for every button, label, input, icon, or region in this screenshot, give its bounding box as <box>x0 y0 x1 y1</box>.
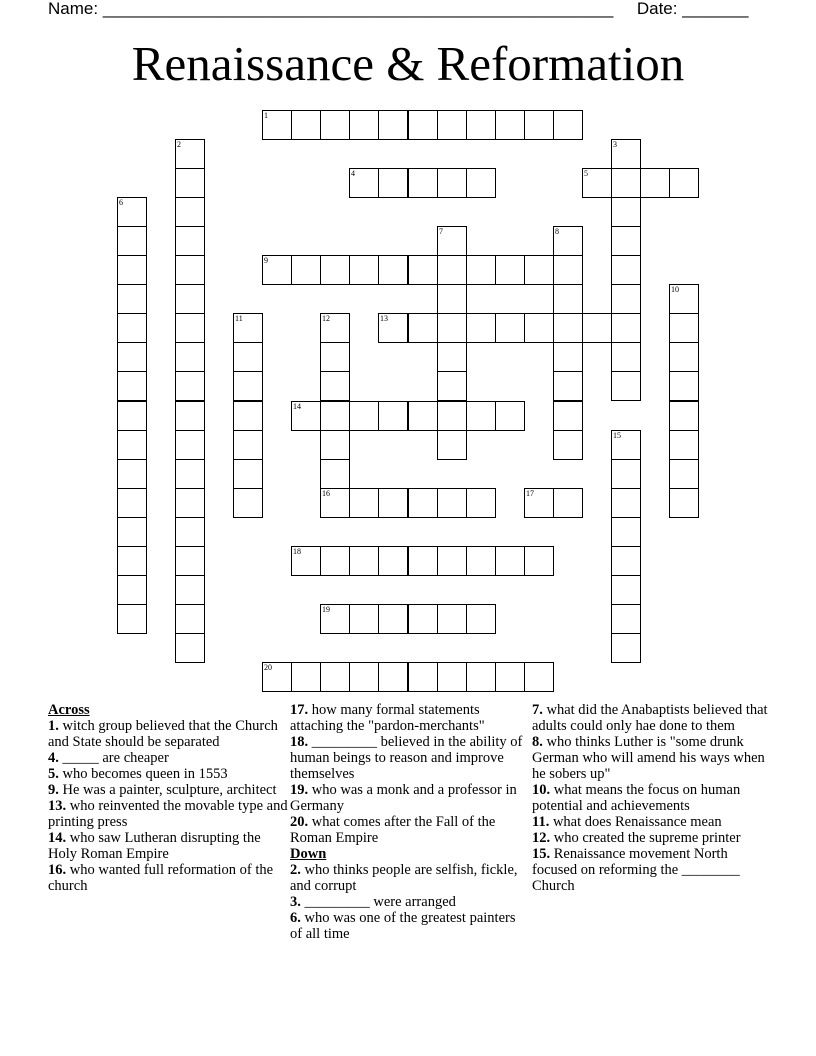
grid-cell[interactable] <box>175 313 205 343</box>
clue-down-3: 3. _________ were arranged <box>290 894 456 910</box>
grid-cell[interactable] <box>437 313 467 343</box>
grid-cell[interactable] <box>320 604 350 634</box>
grid-cell[interactable] <box>175 459 205 489</box>
clue-number: 8 <box>555 227 559 236</box>
grid-cell[interactable] <box>437 662 467 692</box>
grid-cell[interactable] <box>408 488 438 518</box>
grid-cell[interactable] <box>553 313 583 343</box>
grid-cell[interactable] <box>611 371 641 401</box>
grid-cell[interactable] <box>437 546 467 576</box>
grid-cell[interactable] <box>175 546 205 576</box>
grid-cell[interactable] <box>408 168 438 198</box>
grid-cell[interactable] <box>117 430 147 460</box>
grid-cell[interactable] <box>175 226 205 256</box>
grid-cell[interactable] <box>669 313 699 343</box>
clue-number: 18 <box>293 547 301 556</box>
grid-cell[interactable] <box>408 662 438 692</box>
grid-cell[interactable] <box>524 488 554 518</box>
clue-number: 1 <box>264 111 268 120</box>
grid-cell[interactable] <box>175 401 205 431</box>
grid-cell[interactable] <box>175 284 205 314</box>
grid-cell[interactable] <box>291 546 321 576</box>
grid-cell[interactable] <box>349 401 379 431</box>
clue-number: 13 <box>380 314 388 323</box>
clue-number: 9 <box>264 256 268 265</box>
grid-cell[interactable] <box>349 604 379 634</box>
clue-across-5: 5. who becomes queen in 1553 <box>48 766 228 782</box>
grid-cell[interactable] <box>437 604 467 634</box>
grid-cell[interactable] <box>349 168 379 198</box>
grid-cell[interactable] <box>669 401 699 431</box>
clue-column-1 <box>48 702 288 894</box>
grid-cell[interactable] <box>175 488 205 518</box>
grid-cell[interactable] <box>175 371 205 401</box>
grid-cell[interactable] <box>175 430 205 460</box>
grid-cell[interactable] <box>611 284 641 314</box>
grid-cell[interactable] <box>553 255 583 285</box>
clue-column-2 <box>290 702 530 942</box>
grid-cell[interactable] <box>553 342 583 372</box>
clue-down-6: 6. who was one of the greatest painters of all time <box>290 910 516 942</box>
grid-cell[interactable] <box>320 313 350 343</box>
grid-cell[interactable] <box>524 313 554 343</box>
grid-cell[interactable] <box>117 546 147 576</box>
grid-cell[interactable] <box>524 255 554 285</box>
grid-cell[interactable] <box>437 255 467 285</box>
grid-cell[interactable] <box>495 313 525 343</box>
grid-cell[interactable] <box>349 546 379 576</box>
grid-cell[interactable] <box>378 662 408 692</box>
grid-cell[interactable] <box>408 604 438 634</box>
clue-down-10: 10. what means the focus on human potential and achievements <box>532 782 741 814</box>
grid-cell[interactable] <box>175 342 205 372</box>
clue-number: 2 <box>177 140 181 149</box>
grid-cell[interactable] <box>524 662 554 692</box>
clue-across-18: 18. _________ believed in the ability of human beings to reason and improve themselves <box>290 734 523 782</box>
grid-cell[interactable] <box>175 604 205 634</box>
clue-across-13: 13. who reinvented the movable type and printing press <box>48 798 288 830</box>
grid-cell[interactable] <box>640 168 670 198</box>
clue-number: 10 <box>671 285 679 294</box>
grid-cell[interactable] <box>233 342 263 372</box>
clue-number: 20 <box>264 663 272 672</box>
grid-cell[interactable] <box>611 139 641 169</box>
grid-cell[interactable] <box>611 342 641 372</box>
grid-cell[interactable] <box>175 197 205 227</box>
grid-cell[interactable] <box>669 284 699 314</box>
grid-cell[interactable] <box>320 371 350 401</box>
grid-cell[interactable] <box>611 226 641 256</box>
clue-number: 6 <box>119 198 123 207</box>
clue-across-14: 14. who saw Lutheran disrupting the Holy Roman Empire <box>48 830 261 862</box>
clue-number: 16 <box>322 489 330 498</box>
grid-cell[interactable] <box>553 284 583 314</box>
clue-number: 7 <box>439 227 443 236</box>
grid-cell[interactable] <box>117 371 147 401</box>
grid-cell[interactable] <box>117 459 147 489</box>
grid-cell[interactable] <box>117 255 147 285</box>
grid-cell[interactable] <box>669 488 699 518</box>
grid-cell[interactable] <box>378 110 408 140</box>
clue-down-2: 2. who thinks people are selfish, fickle, and corrupt <box>290 862 518 894</box>
grid-cell[interactable] <box>233 459 263 489</box>
grid-cell[interactable] <box>233 313 263 343</box>
grid-cell[interactable] <box>408 255 438 285</box>
grid-cell[interactable] <box>437 371 467 401</box>
grid-cell[interactable] <box>524 546 554 576</box>
clue-number: 14 <box>293 402 301 411</box>
grid-cell[interactable] <box>349 662 379 692</box>
clue-down-7: 7. what did the Anabaptists believed that adults could only hae done to them <box>532 702 768 734</box>
grid-cell[interactable] <box>320 459 350 489</box>
grid-cell[interactable] <box>582 168 612 198</box>
clue-across-16: 16. who wanted full reformation of the church <box>48 862 274 894</box>
grid-cell[interactable] <box>233 430 263 460</box>
clue-across-1: 1. witch group believed that the Church and State should be separated <box>48 718 278 750</box>
grid-cell[interactable] <box>466 255 496 285</box>
grid-cell[interactable] <box>320 401 350 431</box>
grid-cell[interactable] <box>262 255 292 285</box>
grid-cell[interactable] <box>437 342 467 372</box>
grid-cell[interactable] <box>320 546 350 576</box>
clue-number: 12 <box>322 314 330 323</box>
grid-cell[interactable] <box>466 662 496 692</box>
name-date-line <box>48 0 768 20</box>
grid-cell[interactable] <box>495 546 525 576</box>
grid-cell[interactable] <box>175 139 205 169</box>
grid-cell[interactable] <box>117 401 147 431</box>
grid-cell[interactable] <box>117 517 147 547</box>
grid-cell[interactable] <box>117 604 147 634</box>
grid-cell[interactable] <box>611 604 641 634</box>
grid-cell[interactable] <box>611 517 641 547</box>
grid-cell[interactable] <box>175 633 205 663</box>
name-blank[interactable]: ______________________________________________________ <box>102 0 614 18</box>
grid-cell[interactable] <box>291 110 321 140</box>
grid-cell[interactable] <box>495 662 525 692</box>
grid-cell[interactable] <box>553 371 583 401</box>
grid-cell[interactable] <box>669 371 699 401</box>
grid-cell[interactable] <box>553 226 583 256</box>
grid-cell[interactable] <box>320 110 350 140</box>
grid-cell[interactable] <box>291 255 321 285</box>
grid-cell[interactable] <box>553 110 583 140</box>
grid-cell[interactable] <box>611 430 641 460</box>
grid-cell[interactable] <box>553 430 583 460</box>
grid-cell[interactable] <box>408 546 438 576</box>
grid-cell[interactable] <box>437 488 467 518</box>
grid-cell[interactable] <box>117 226 147 256</box>
grid-cell[interactable] <box>349 488 379 518</box>
grid-cell[interactable] <box>349 255 379 285</box>
grid-cell[interactable] <box>117 575 147 605</box>
grid-cell[interactable] <box>291 401 321 431</box>
grid-cell[interactable] <box>466 401 496 431</box>
grid-cell[interactable] <box>175 517 205 547</box>
grid-cell[interactable] <box>175 255 205 285</box>
grid-cell[interactable] <box>378 604 408 634</box>
grid-cell[interactable] <box>495 110 525 140</box>
grid-cell[interactable] <box>524 110 554 140</box>
grid-cell[interactable] <box>262 662 292 692</box>
grid-cell[interactable] <box>349 110 379 140</box>
grid-cell[interactable] <box>553 401 583 431</box>
grid-cell[interactable] <box>466 488 496 518</box>
grid-cell[interactable] <box>320 342 350 372</box>
grid-cell[interactable] <box>117 284 147 314</box>
grid-cell[interactable] <box>408 401 438 431</box>
grid-cell[interactable] <box>611 459 641 489</box>
grid-cell[interactable] <box>582 313 612 343</box>
clue-number: 4 <box>351 169 355 178</box>
grid-cell[interactable] <box>466 604 496 634</box>
grid-cell[interactable] <box>378 255 408 285</box>
grid-cell[interactable] <box>233 401 263 431</box>
grid-cell[interactable] <box>117 488 147 518</box>
grid-cell[interactable] <box>378 168 408 198</box>
clue-across-19: 19. who was a monk and a professor in Germany <box>290 782 517 814</box>
grid-cell[interactable] <box>466 168 496 198</box>
grid-cell[interactable] <box>378 313 408 343</box>
grid-cell[interactable] <box>611 575 641 605</box>
grid-cell[interactable] <box>117 197 147 227</box>
puzzle-title: Renaissance & Reformation <box>131 36 685 91</box>
grid-cell[interactable] <box>669 342 699 372</box>
grid-cell[interactable] <box>320 662 350 692</box>
down-heading: Down <box>290 846 327 862</box>
clue-number: 15 <box>613 431 621 440</box>
clue-across-17: 17. how many formal statements attaching the "pardon-merchants" <box>290 702 485 734</box>
grid-cell[interactable] <box>320 430 350 460</box>
grid-cell[interactable] <box>378 546 408 576</box>
name-label: Name: <box>48 0 99 18</box>
grid-cell[interactable] <box>117 313 147 343</box>
grid-cell[interactable] <box>262 110 292 140</box>
across-heading: Across <box>48 702 90 718</box>
grid-cell[interactable] <box>611 313 641 343</box>
grid-cell[interactable] <box>437 226 467 256</box>
date-label: Date: <box>636 0 678 18</box>
grid-cell[interactable] <box>553 488 583 518</box>
grid-cell[interactable] <box>611 488 641 518</box>
grid-cell[interactable] <box>437 284 467 314</box>
grid-cell[interactable] <box>466 546 496 576</box>
grid-cell[interactable] <box>233 488 263 518</box>
grid-cell[interactable] <box>437 168 467 198</box>
grid-cell[interactable] <box>611 168 641 198</box>
clue-across-4: 4. _____ are cheaper <box>48 750 169 766</box>
grid-cell[interactable] <box>233 371 263 401</box>
clue-number: 5 <box>584 169 588 178</box>
clue-down-8: 8. who thinks Luther is "some drunk German who will amend his ways when he sobers up" <box>532 734 765 782</box>
grid-cell[interactable] <box>437 401 467 431</box>
grid-cell[interactable] <box>437 110 467 140</box>
grid-cell[interactable] <box>466 313 496 343</box>
clue-number: 17 <box>526 489 534 498</box>
grid-cell[interactable] <box>320 488 350 518</box>
clue-number: 19 <box>322 605 330 614</box>
grid-cell[interactable] <box>378 488 408 518</box>
grid-cell[interactable] <box>495 401 525 431</box>
clue-down-15: 15. Renaissance movement North focused on reforming the ________ Church <box>532 846 740 894</box>
clue-down-11: 11. what does Renaissance mean <box>532 814 722 830</box>
grid-cell[interactable] <box>466 110 496 140</box>
grid-cell[interactable] <box>611 255 641 285</box>
clue-number: 11 <box>235 314 243 323</box>
grid-cell[interactable] <box>611 197 641 227</box>
grid-cell[interactable] <box>378 401 408 431</box>
grid-cell[interactable] <box>611 633 641 663</box>
clue-across-20: 20. what comes after the Fall of the Roman Empire <box>290 814 496 846</box>
clue-number: 3 <box>613 140 617 149</box>
grid-cell[interactable] <box>495 255 525 285</box>
grid-cell[interactable] <box>408 313 438 343</box>
clue-down-12: 12. who created the supreme printer <box>532 830 741 846</box>
date-blank[interactable]: _______ <box>682 0 749 18</box>
grid-cell[interactable] <box>611 546 641 576</box>
grid-cell[interactable] <box>117 342 147 372</box>
grid-cell[interactable] <box>175 575 205 605</box>
grid-cell[interactable] <box>175 168 205 198</box>
grid-cell[interactable] <box>669 168 699 198</box>
grid-cell[interactable] <box>437 430 467 460</box>
grid-cell[interactable] <box>408 110 438 140</box>
clue-across-9: 9. He was a painter, sculpture, architect <box>48 782 277 798</box>
clue-column-3 <box>532 702 772 894</box>
grid-cell[interactable] <box>669 459 699 489</box>
grid-cell[interactable] <box>669 430 699 460</box>
grid-cell[interactable] <box>291 662 321 692</box>
grid-cell[interactable] <box>320 255 350 285</box>
